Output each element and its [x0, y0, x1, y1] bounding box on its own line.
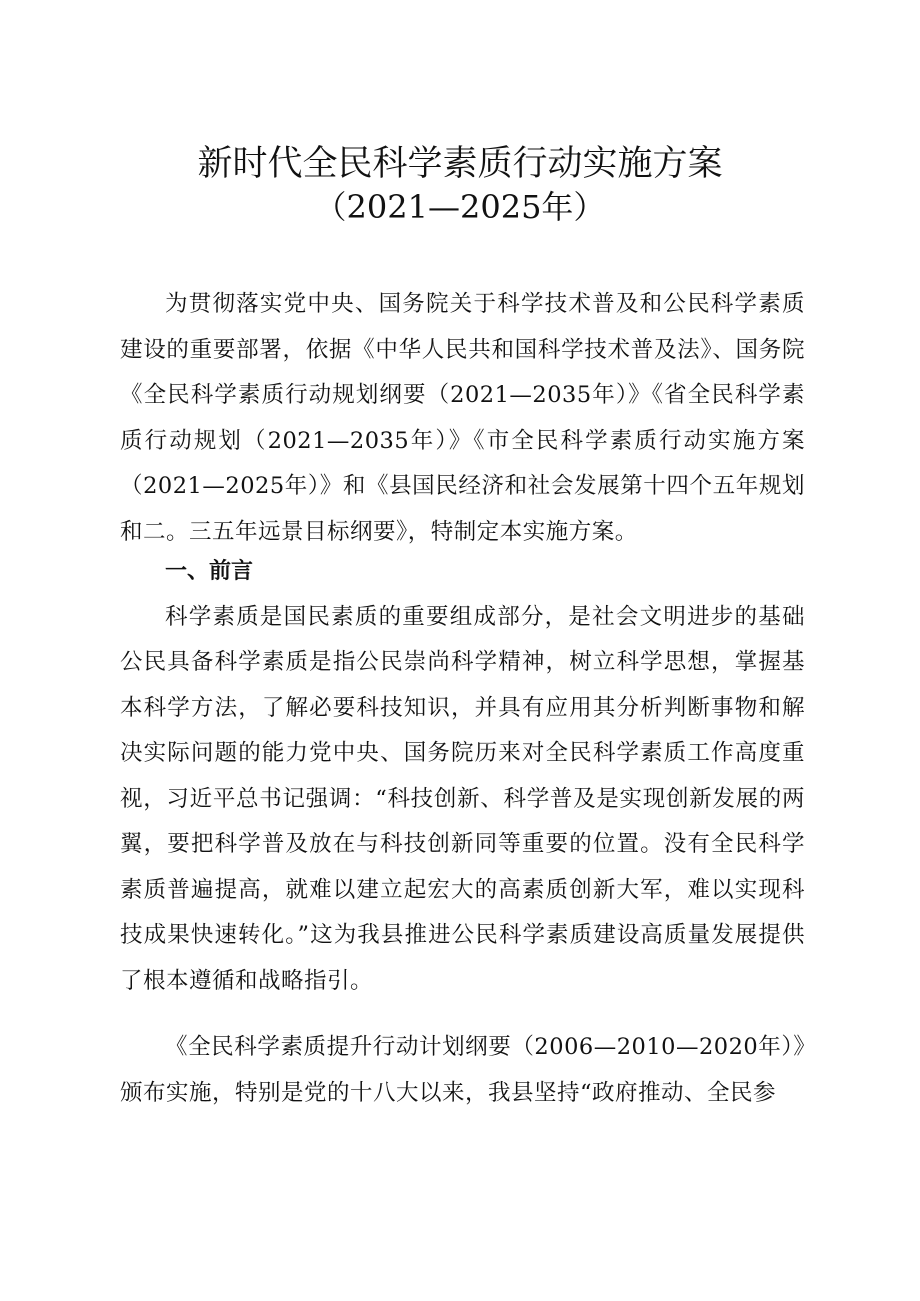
intro-paragraph: 为贯彻落实党中央、国务院关于科学技术普及和公民科学素质建设的重要部署，依据《中华人民共和国科学技术普及法》、国务院《全民科学素质行动规划纲要（2021—2035年）》《省全民科学素质行动规划（2021—2035年）》《市全民科学素质行动实施方案（2021—2025年）》和《县国民经济和社会发展第十四个五年规划和二。三五年远景目标纲要》，特制定本实施方案。: [120, 291, 805, 545]
document-subtitle: （2021—2025年）: [314, 188, 606, 226]
section-1-block: [120, 549, 805, 1004]
document-title: 新时代全民科学素质行动实施方案: [197, 144, 723, 184]
section-1-paragraph-1: 科学素质是国民素质的重要组成部分，是社会文明进步的基础公民具备科学素质是指公民崇尚科学精神，树立科学思想，掌握基本科学方法，了解必要科技知识，并具有应用其分析判断事物和解决实际问题的能力党中央、国务院历来对全民科学素质工作高度重视，习近平总书记强调：“科技创新、科学普及是实现创新发展的两翼，要把科学普及放在与科技创新同等重要的位置。没有全民科学素质普遍提高，就难以建立起宏大的高素质创新大军，难以实现科技成果快速转化。”这为我县推进公民科学素质建设高质量发展提供了根本遵循和战略指引。: [120, 603, 805, 994]
section-1-continued-block: [120, 1025, 805, 1116]
section-heading-preface: 一、前言: [165, 559, 254, 584]
section-1-paragraph-2: 《全民科学素质提升行动计划纲要（2006—2010—2020年）》颁布实施，特别是党的十八大以来，我县坚持“政府推动、全民参: [120, 1034, 805, 1106]
intro-block: [120, 282, 805, 555]
